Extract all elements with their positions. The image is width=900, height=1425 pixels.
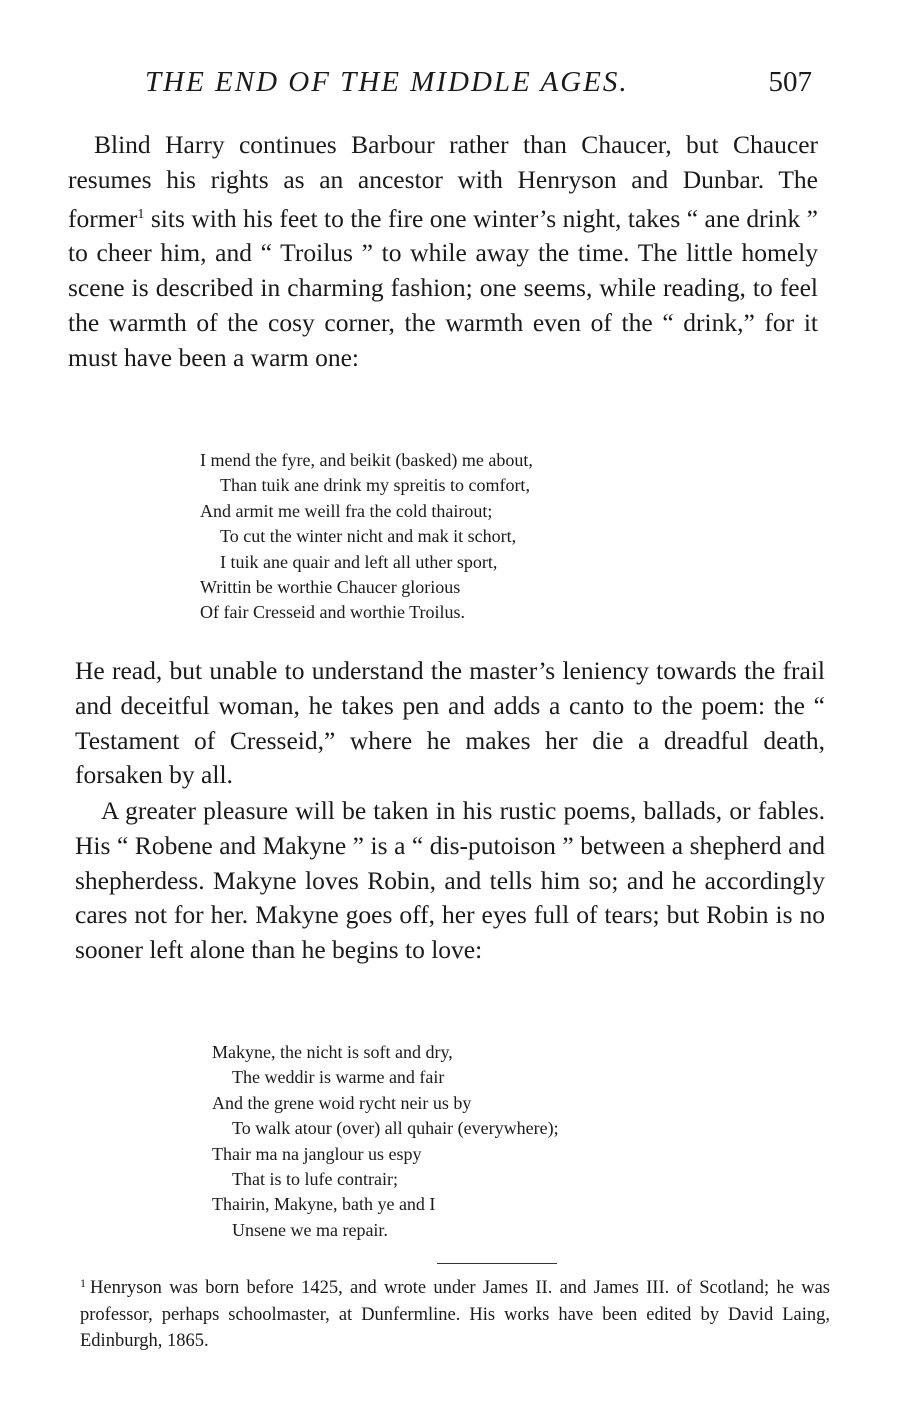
paragraph-henryson-intro — [68, 128, 818, 376]
verse-quote-makyne — [212, 1040, 559, 1243]
verse-line: I tuik ane quair and left all uther sport, — [220, 551, 498, 572]
verse-line: And the grene woid rycht neir us by — [212, 1092, 472, 1113]
verse-line: The weddir is warme and fair — [232, 1067, 445, 1088]
verse-line: Writtin be worthie Chaucer glorious — [200, 577, 461, 598]
paragraph-text-part: Blind Harry continues Barbour rather than Chaucer, but Chaucer resumes his rights as an ancestor with Henryson and Dunbar. The former — [68, 130, 818, 233]
paragraph-robene-and-makyne — [75, 794, 825, 968]
verse-line: To walk atour (over) all quhair (everywhere); — [232, 1118, 559, 1139]
verse-line: I mend the fyre, and beikit (basked) me about, — [200, 450, 533, 470]
paragraph-text-part: sits with his feet to the fire one winter’s night, takes “ ane drink ” to cheer him, and “ Troilus ” to while away the time. The little homely scene is described in charming fashion; one seems, while reading, to feel the warmth of the cosy corner, the warmth even of the “ drink,” for it must have been a warm one: — [68, 203, 818, 372]
page-header — [0, 66, 900, 106]
page-number: 507 — [768, 66, 812, 98]
verse-quote-testament — [200, 448, 533, 626]
verse-line: Of fair Cresseid and worthie Troilus. — [200, 602, 465, 623]
verse-line: Thairin, Makyne, bath ye and I — [212, 1194, 436, 1215]
paragraph-testament-of-cresseid — [75, 654, 825, 793]
footnote — [80, 1270, 830, 1355]
verse-line: Than tuik ane drink my spreitis to comfort, — [220, 475, 530, 496]
paragraph-text: A greater pleasure will be taken in his rustic poems, ballads, or fables. His “ Robene and Makyne ” is a “ dis-putoison ” between a shepherd and shepherdess. Makyne loves Robin, and tells him so; and he accordingly cares not for her. Makyne goes off, her eyes full of tears; but Robin is no sooner left alone than he begins to love: — [75, 796, 825, 965]
verse-line: To cut the winter nicht and mak it schort, — [220, 526, 517, 547]
verse-line: Unsene we ma repair. — [232, 1219, 388, 1240]
running-title: THE END OF THE MIDDLE AGES. — [145, 66, 629, 98]
paragraph-text — [68, 128, 818, 376]
verse-line: That is to lufe contrair; — [232, 1169, 398, 1190]
footnote-divider — [437, 1263, 557, 1264]
footnote-text: Henryson was born before 1425, and wrote under James II. and James III. of Scotland; he was professor, perhaps schoolmaster, at Dunfermline. His works have been edited by David Laing, Edinburgh, 1865. — [80, 1278, 830, 1351]
verse-line: Makyne, the nicht is soft and dry, — [212, 1042, 453, 1062]
verse-line: Thair ma na janglour us espy — [212, 1143, 422, 1164]
verse-line: And armit me weill fra the cold thairout; — [200, 500, 493, 521]
paragraph-text: He read, but unable to understand the master’s leniency towards the frail and deceitful woman, he takes pen and adds a canto to the poem: the “ Testament of Cresseid,” where he makes her die a dreadful death, forsaken by all. — [75, 656, 825, 790]
footnote-mark: 1 — [80, 1276, 86, 1290]
footnote-reference: 1 — [137, 206, 145, 222]
